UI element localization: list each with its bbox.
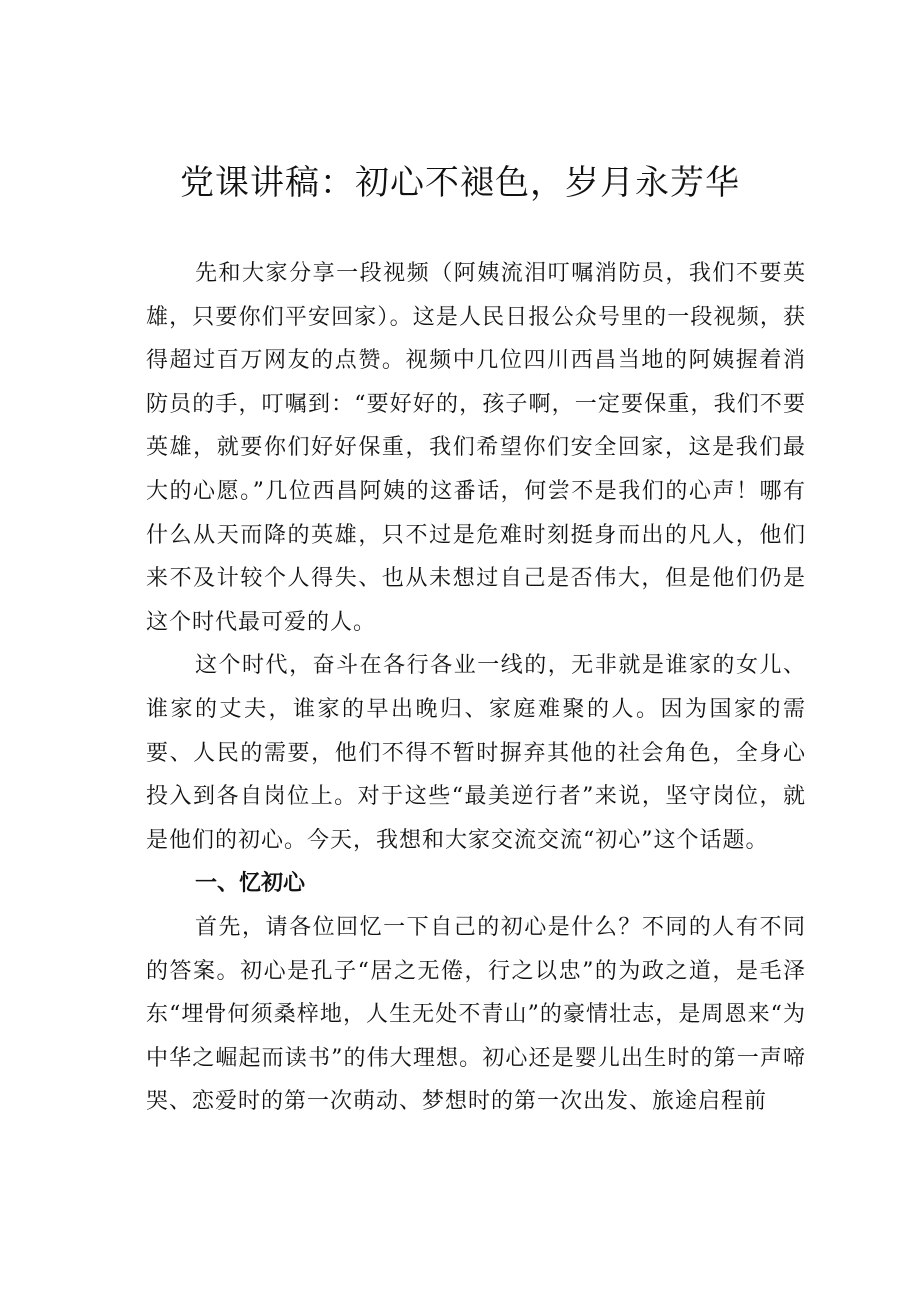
paragraph-era: 这个时代，奋斗在各行各业一线的，无非就是谁家的女儿、谁家的丈夫，谁家的早出晚归、家庭难聚的人。因为国家的需要、人民的需要，他们不得不暂时摒弃其他的社会角色，全身心投入到各自岗位上。对于这些“最美逆行者”来说，坚守岗位，就是他们的初心。今天，我想和大家交流交流“初心”这个话题。 [146, 653, 806, 853]
document-title: 党课讲稿：初心不褪色，岁月永芳华 [180, 163, 740, 203]
section-heading-recall-original-aspiration: 一、忆初心 [195, 871, 306, 897]
paragraph-video-intro: 先和大家分享一段视频（阿姨流泪叮嘱消防员，我们不要英雄，只要你们平安回家）。这是人民日报公众号里的一段视频，获得超过百万网友的点赞。视频中几位四川西昌当地的阿姨握着消防员的手，叮嘱到：“要好好的，孩子啊，一定要保重，我们不要英雄，就要你们好好保重，我们希望你们安全回家，这是我们最大的心愿。”几位西昌阿姨的这番话，何尝不是我们的心声！哪有什么从天而降的英雄，只不过是危难时刻挺身而出的凡人，他们来不及计较个人得失、也从未想过自己是否伟大，但是他们仍是这个时代最可爱的人。 [146, 261, 806, 635]
document-body [146, 252, 806, 1124]
paragraph-original-aspiration: 首先，请各位回忆一下自己的初心是什么？不同的人有不同的答案。初心是孔子“居之无倦，行之以忠”的为政之道，是毛泽东“埋骨何须桑梓地，人生无处不青山”的豪情壮志，是周恩来“为中华之崛起而读书”的伟大理想。初心还是婴儿出生时的第一声啼哭、恋爱时的第一次萌动、梦想时的第一次出发、旅途启程前 [146, 914, 806, 1115]
